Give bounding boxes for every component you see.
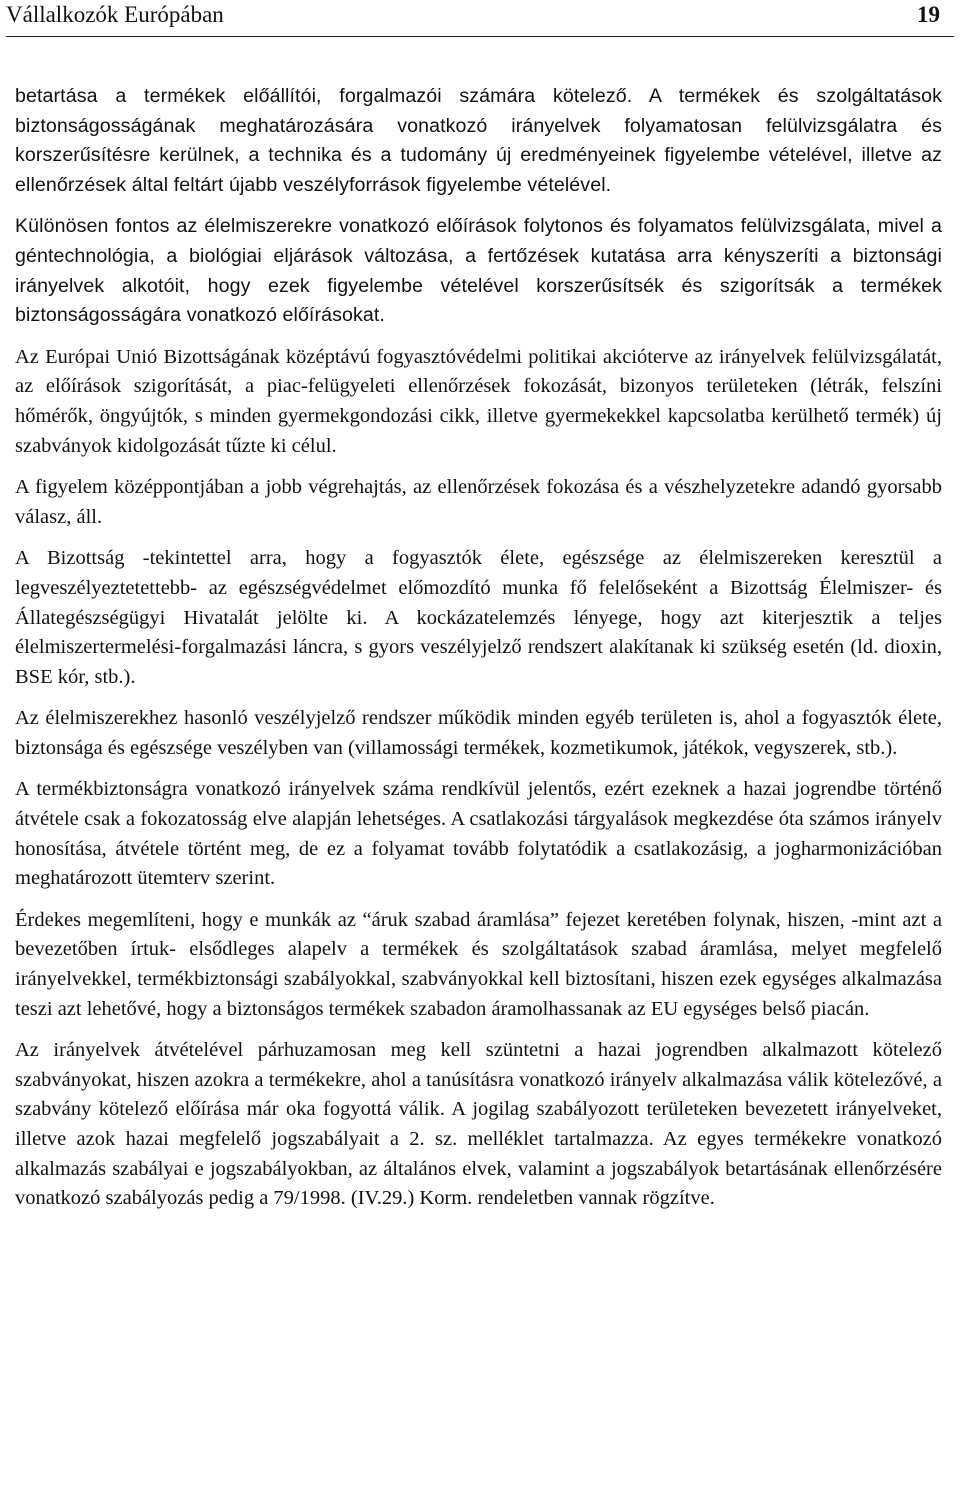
- paragraph-8: Érdekes megemlíteni, hogy e munkák az “áruk szabad áramlása” fejezet keretében folynak, hiszen, -mint azt a bevezetőben írtuk- elsődleges alapelv a termékek és szolgáltatások szabad áramlása, melyet megfelelő irányelvekkel, termékbiztonsági szabályokkal, szabványokkal kell biztosítani, hiszen ezek egységes alkalmazása teszi azt lehetővé, hogy a biztonságos termékek szabadon áramolhassanak az EU egységes belső piacán.: [15, 908, 942, 1020]
- paragraph-4: A figyelem középpontjában a jobb végrehajtás, az ellenőrzések fokozása és a vészhelyzetekre adandó gyorsabb válasz, áll.: [15, 476, 942, 528]
- paragraph-2: Különösen fontos az élelmiszerekre vonatkozó előírások folytonos és folyamatos felülvizsgálata, mivel a géntechnológia, a biológiai eljárások változása, a fertőzések kutatása arra kényszeríti a biztonsági irányelvek alkotóit, hogy ezek figyelembe vételével korszerűsítsék és szigorítsák a termékek biztonságosságára vonatkozó előírásokat.: [15, 215, 942, 327]
- paragraph-6: Az élelmiszerekhez hasonló veszélyjelző rendszer működik minden egyéb területen is, ahol a fogyasztók élete, biztonsága és egészsége veszélyben van (villamossági termékek, kozmetikumok, játékok, vegyszerek, stb.).: [15, 707, 942, 759]
- running-title: Vállalkozók Európában: [6, 2, 224, 27]
- paragraph-7: A termékbiztonságra vonatkozó irányelvek száma rendkívül jelentős, ezért ezeknek a hazai jogrendbe történő átvétele csak a fokozatosság elve alapján lehetséges. A csatlakozási tárgyalások megkezdése óta számos irányelv honosítása, átvétele történt meg, de ez a folyamat tovább folytatódik a csatlakozásig, a jogharmonizációban meghatározott ütemterv szerint.: [15, 778, 942, 890]
- page-number: 19: [917, 2, 940, 27]
- paragraph-5: A Bizottság -tekintettel arra, hogy a fogyasztók élete, egészsége az élelmiszereken keresztül a legveszélyeztetettebb- az egészségvédelmet előmozdító munka fő felelőseként a Bizottság Élelmiszer- és Állategészségügyi Hivatalát jelölte ki. A kockázatelemzés lényege, hogy azt kiterjesztik a teljes élelmiszertermelési-forgalmazási láncra, s gyors veszélyjelző rendszert alakítanak ki szükség esetén (ld. dioxin, BSE kór, stb.).: [15, 547, 942, 688]
- paragraph-3: Az Európai Unió Bizottságának középtávú fogyasztóvédelmi politikai akcióterve az irányelvek felülvizsgálatát, az előírások szigorítását, a piac-felügyeleti ellenőrzések fokozását, bizonyos területeken (létrák, felszíni hőmérők, öngyújtók, s minden gyermekgondozási cikk, illetve gyermekekkel kapcsolatba kerülhető termék) új szabványok kidolgozását tűzte ki célul.: [15, 345, 942, 457]
- paragraph-1: betartása a termékek előállítói, forgalmazói számára kötelező. A termékek és szolgáltatások biztonságosságának meghatározására vonatkozó irányelvek folyamatosan felülvizsgálatra és korszerűsítésre kerülnek, a technika és a tudomány új eredményeinek figyelembe vételével, illetve az ellenőrzések által feltárt újabb veszélyforrások figyelembe vételével.: [15, 85, 942, 196]
- document-body: [15, 82, 942, 1226]
- page-header: [6, 0, 954, 37]
- paragraph-9: Az irányelvek átvételével párhuzamosan meg kell szüntetni a hazai jogrendben alkalmazott kötelező szabványokat, hiszen azokra a termékekre, ahol a tanúsításra vonatkozó irányelv alkalmazása válik kötelezővé, a szabvány kötelező előírása már oka fogyottá válik. A jogilag szabályozott területeken bevezetett irányelveket, illetve azok hazai megfelelő jogszabályait a 2. sz. melléklet tartalmazza. Az egyes termékekre vonatkozó alkalmazás szabályai e jogszabályokban, az általános elvek, valamint a jogszabályok betartásának ellenőrzésére vonatkozó szabályozás pedig a 79/1998. (IV.29.) Korm. rendeletben vannak rögzítve.: [15, 1039, 942, 1210]
